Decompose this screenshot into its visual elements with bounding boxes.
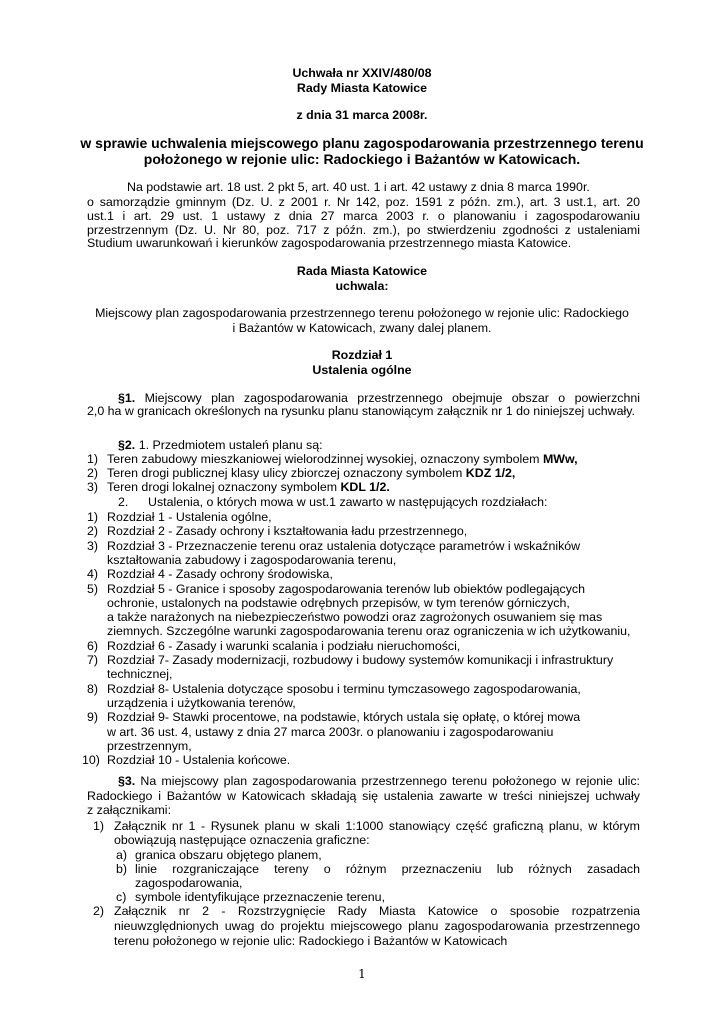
section-mark: §1. (118, 391, 136, 405)
chapter-list-num: 9) (87, 710, 99, 725)
list-item (107, 480, 390, 494)
s2-point2-num: 2. (118, 495, 129, 509)
list-num: 1) (87, 452, 99, 466)
item-symbol: KDL 1/2. (340, 480, 390, 494)
chapter-list-line: w art. 36 ust. 4, ustawy z dnia 27 marca 2003r. o planowaniu i zagospodarowaniu (107, 724, 554, 739)
chapter-list-line: a także narażonych na niebezpieczeństwo powodzi oraz zagrożonych osuwaniem się mas (107, 610, 603, 625)
list-num: 3) (87, 480, 99, 494)
chapter-list-line: ochronie, ustalonych na podstawie odrębnych przepisów, w tym terenów górniczych, (107, 595, 570, 610)
subject-line: w sprawie uchwalenia miejscowego planu zagospodarowania przestrzennego terenu (80, 135, 644, 151)
chapter-list-num: 5) (87, 581, 99, 596)
intro-line: Miejscowy plan zagospodarowania przestrzennego terenu położonego w rejonie ulic: Radockiego (95, 306, 629, 320)
sub-line: linie rozgraniczające tereny o różnym przeznaczeniu lub różnych zasadach (135, 862, 640, 876)
section-mark: §2. (118, 438, 136, 452)
chapter-list-line: Rozdział 1 - Ustalenia ogólne, (107, 510, 272, 524)
preamble-line: przestrzennym (Dz. U. Nr 80, poz. 717 z późn. zm.), po stwierdzeniu zgodności z ustaleniami (87, 223, 640, 237)
chapter-list-line: Rozdział 10 - Ustalenia końcowe. (107, 753, 291, 768)
s3-line (118, 774, 640, 788)
attachment-num: 1) (93, 819, 105, 833)
chapter-list-line: technicznej, (107, 667, 173, 682)
list-num: 2) (87, 466, 99, 480)
chapter-list-num: 3) (87, 538, 99, 553)
chapter-list-line: Rozdział 8- Ustalenia dotyczące sposobu i terminu tymczasowego zagospodarowania, (107, 681, 581, 696)
subject-line: położonego w rejonie ulic: Radockiego i Bażantów w Katowicach. (143, 151, 581, 167)
chapter-list-num: 10) (82, 753, 100, 768)
chapter-list-line: Rozdział 5 - Granice i sposoby zagospodarowania terenów lub obiektów podlegających (107, 581, 586, 596)
item-text: Teren zabudowy mieszkaniowej wielorodzinnej wysokiej, oznaczony symbolem (107, 452, 543, 466)
attachment-line: obowiązują następujące oznaczenia graficzne: (114, 833, 370, 847)
sub-line: symbole identyfikujące przeznaczenie terenu, (135, 890, 386, 904)
resolves-verb: uchwala: (335, 279, 389, 293)
attachment-line: terenu położonego w rejonie ulic: Radockiego i Bażantów w Katowicach (114, 934, 508, 948)
s2-lead (118, 438, 323, 452)
sub-num: a) (116, 848, 128, 862)
chapter-list-line: Rozdział 2 - Zasady ochrony i kształtowania ładu przestrzennego, (107, 524, 468, 539)
sub-num: b) (116, 862, 128, 876)
resolution-date: z dnia 31 marca 2008r. (296, 108, 428, 122)
chapter-list-num: 2) (87, 524, 99, 539)
council-name: Rada Miasta Katowice (296, 264, 428, 278)
s1-text: Miejscowy plan zagospodarowania przestrzennego obejmuje obszar o powierzchni (144, 391, 640, 405)
s3-line: Radockiego i Bażantów w Katowicach składają się ustalenia zawarte w treści niniejszej uchwały (87, 789, 640, 803)
chapter-list-num: 4) (87, 567, 99, 582)
attachment-line: Załącznik nr 1 - Rysunek planu w skali 1:1000 stanowiący część graficzną planu, w którym (114, 819, 640, 833)
page-number: 1 (358, 967, 366, 981)
chapter-list-line: kształtowania zabudowy i zagospodarowania terenu, (107, 552, 397, 567)
intro-line: i Bażantów w Katowicach, zwany dalej planem. (232, 321, 492, 335)
attachment-line: nieuwzględnionych uwag do projektu miejscowego planu zagospodarowania przestrzennego (114, 919, 640, 933)
chapter-subtitle: Ustalenia ogólne (312, 363, 412, 377)
chapter-title: Rozdział 1 (331, 348, 393, 362)
issuer: Rady Miasta Katowice (296, 81, 428, 95)
item-text: Teren drogi lokalnej oznaczony symbolem (107, 480, 341, 494)
sub-line: zagospodarowania, (135, 876, 243, 890)
chapter-list-line: Rozdział 4 - Zasady ochrony środowiska, (107, 567, 333, 582)
item-symbol: KDZ 1/2, (465, 466, 516, 480)
s3-line: z załącznikami: (87, 803, 172, 817)
section-mark: §3. (118, 774, 136, 788)
sub-line: granica obszaru objętego planem, (135, 848, 322, 862)
chapter-list-num: 6) (87, 638, 99, 653)
preamble-line: Studium uwarunkowań i kierunków zagospodarowania przestrzennego miasta Katowice. (87, 236, 572, 250)
resolution-number: Uchwała nr XXIV/480/08 (292, 66, 432, 80)
chapter-list-line: Rozdział 7- Zasady modernizacji, rozbudowy i budowy systemów komunikacji i infrastruktury (107, 653, 614, 667)
preamble-line: Na podstawie art. 18 ust. 2 pkt 5, art. 40 ust. 1 i art. 42 ustawy z dnia 8 marca 1990r. (127, 180, 590, 194)
s3-text: Na miejscowy plan zagospodarowania przestrzennego terenu położonego w rejonie ulic: (140, 774, 640, 788)
chapter-list-line: Rozdział 6 - Zasady i warunki scalania i podziału nieruchomości, (107, 638, 461, 653)
chapter-list-line: urządzenia i użytkowania terenów, (107, 695, 296, 710)
list-item (107, 466, 515, 480)
preamble-line: o samorządzie gminnym (Dz. U. z 2001 r. Nr 142, poz. 1591 z późn. zm.), art. 3 ust.1, art. 20 (87, 195, 640, 209)
s2-point2-text: Ustalenia, o których mowa w ust.1 zawarto w następujących rozdziałach: (148, 495, 548, 509)
chapter-list-line: Rozdział 9- Stawki procentowe, na podstawie, których ustala się opłatę, o której mowa (107, 710, 581, 725)
chapter-list-num: 1) (87, 510, 99, 524)
preamble-line: ust.1 i art. 29 ust. 1 ustawy z dnia 27 marca 2003 r. o planowaniu i zagospodarowaniu (87, 209, 640, 223)
item-symbol: MWw, (542, 452, 578, 466)
item-text: Teren drogi publicznej klasy ulicy zbiorczej oznaczony symbolem (107, 466, 466, 480)
attachment-num: 2) (93, 904, 105, 918)
s2-lead-text: 1. Przedmiotem ustaleń planu są: (138, 438, 323, 452)
list-item (107, 452, 578, 466)
attachment-line: Załącznik nr 2 - Rozstrzygnięcie Rady Miasta Katowice o sposobie rozpatrzenia (114, 904, 640, 918)
chapter-list-num: 7) (87, 653, 99, 667)
chapter-list-line: Rozdział 3 - Przeznaczenie terenu oraz ustalenia dotyczące parametrów i wskaźników (107, 538, 581, 553)
chapter-list-line: ziemnych. Szczególne warunki zagospodarowania terenu oraz ograniczenia w ich użytkowaniu, (107, 624, 631, 639)
chapter-list-line: przestrzennym, (107, 738, 192, 753)
chapter-list-num: 8) (87, 681, 99, 696)
s1-line: 2,0 ha w granicach określonych na rysunku planu stanowiącym załącznik nr 1 do niniejszej uchwały. (87, 404, 635, 418)
sub-num: c) (116, 890, 127, 904)
s1-line (118, 391, 640, 405)
